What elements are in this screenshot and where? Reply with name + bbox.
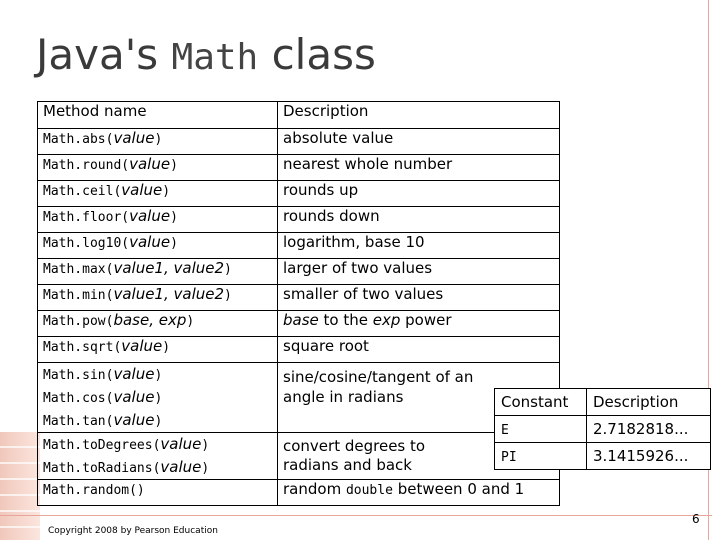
table-row xyxy=(38,311,560,337)
constant-name xyxy=(495,443,587,470)
method-arg: value xyxy=(113,365,155,383)
table-row xyxy=(38,181,560,207)
method-code: Math.max( xyxy=(43,262,114,277)
method-cell xyxy=(38,155,278,181)
description-cell: absolute value xyxy=(278,129,560,155)
method-close: ) xyxy=(186,314,195,329)
desc-end: power xyxy=(400,311,452,329)
method-close: ) xyxy=(201,461,210,476)
description-cell: rounds down xyxy=(278,207,560,233)
method-code: Math.abs( xyxy=(43,132,114,147)
header-description: Description xyxy=(278,102,560,129)
description-cell xyxy=(278,480,560,506)
desc-base: base xyxy=(283,311,319,329)
header-const-description: Description xyxy=(586,389,710,416)
method-code: Math.ceil( xyxy=(43,184,122,199)
method-cell xyxy=(38,337,278,363)
table-row xyxy=(38,207,560,233)
method-cell xyxy=(38,480,278,506)
method-code: Math.floor( xyxy=(43,210,130,225)
method-code: Math.toDegrees( xyxy=(43,438,161,453)
method-line xyxy=(43,386,272,409)
method-arg: base, exp xyxy=(113,311,187,329)
methods-table xyxy=(37,101,560,506)
method-arg: value xyxy=(113,388,155,406)
method-arg: value xyxy=(121,337,163,355)
table-header-row xyxy=(38,102,560,129)
constant-value: 2.7182818... xyxy=(586,416,710,443)
method-close: ) xyxy=(170,210,178,225)
method-arg: value1, value2 xyxy=(113,259,225,277)
table-row xyxy=(38,480,560,506)
constant-code: PI xyxy=(501,450,517,465)
table-row xyxy=(38,233,560,259)
header-constant: Constant xyxy=(495,389,587,416)
desc-mid: to the xyxy=(318,311,373,329)
method-cell xyxy=(38,259,278,285)
method-code: Math.min( xyxy=(43,288,114,303)
method-arg: value xyxy=(129,207,171,225)
method-code: Math.sqrt( xyxy=(43,340,122,355)
method-cell xyxy=(38,433,278,480)
corner-decoration xyxy=(0,432,40,540)
method-code: Math.pow( xyxy=(43,314,114,329)
method-line xyxy=(43,456,272,479)
header-method-name: Method name xyxy=(38,102,278,129)
description-cell: convert degrees to radians and back xyxy=(278,433,560,480)
method-close: ) xyxy=(162,184,171,199)
constant-name xyxy=(495,416,587,443)
description-cell: nearest whole number xyxy=(278,155,560,181)
method-close: ) xyxy=(224,288,232,303)
description-cell: sine/cosine/tangent of an angle in radians xyxy=(278,363,560,433)
method-code: Math.round( xyxy=(43,158,130,173)
method-cell xyxy=(38,311,278,337)
method-close: ) xyxy=(154,391,163,406)
table-row xyxy=(495,416,711,443)
page-number: 6 xyxy=(692,512,700,526)
description-cell xyxy=(278,311,560,337)
table-row xyxy=(38,433,560,480)
bottom-border-line xyxy=(0,515,712,516)
method-cell xyxy=(38,207,278,233)
method-cell xyxy=(38,129,278,155)
method-close: ) xyxy=(162,340,171,355)
table-row xyxy=(38,337,560,363)
method-arg: value xyxy=(129,155,171,173)
method-arg: value xyxy=(113,129,155,147)
method-close: ) xyxy=(224,262,232,277)
method-arg: value xyxy=(160,435,202,453)
method-close: ) xyxy=(154,132,163,147)
method-cell xyxy=(38,181,278,207)
method-code: Math.cos( xyxy=(43,391,114,406)
method-arg: value xyxy=(113,411,155,429)
method-close: ) xyxy=(170,158,178,173)
description-cell: square root xyxy=(278,337,560,363)
method-arg: value xyxy=(160,458,202,476)
method-close: ) xyxy=(201,438,210,453)
description-cell: logarithm, base 10 xyxy=(278,233,560,259)
table-row xyxy=(495,443,711,470)
desc-pre: random xyxy=(283,480,346,498)
description-cell: smaller of two values xyxy=(278,285,560,311)
method-code: Math.sin( xyxy=(43,368,114,383)
constant-value: 3.1415926... xyxy=(586,443,710,470)
desc-post: between 0 and 1 xyxy=(392,480,525,498)
method-code: Math.tan( xyxy=(43,414,114,429)
constants-table xyxy=(494,388,711,470)
method-arg: value xyxy=(121,181,163,199)
constant-code: E xyxy=(501,423,509,438)
method-cell xyxy=(38,233,278,259)
description-cell: rounds up xyxy=(278,181,560,207)
method-cell xyxy=(38,285,278,311)
table-row xyxy=(38,129,560,155)
constants-header-row xyxy=(495,389,711,416)
method-code: Math.log10( xyxy=(43,236,130,251)
method-arg: value1, value2 xyxy=(113,285,225,303)
desc-exp: exp xyxy=(372,311,401,329)
method-close: ) xyxy=(170,236,178,251)
method-close: ) xyxy=(154,368,163,383)
method-arg: value xyxy=(129,233,171,251)
table-row xyxy=(38,285,560,311)
table-row xyxy=(38,155,560,181)
title-text-post: class xyxy=(271,30,376,79)
method-close: ) xyxy=(154,414,163,429)
slide-title xyxy=(36,30,376,79)
method-code: Math.toRadians( xyxy=(43,461,161,476)
description-cell: larger of two values xyxy=(278,259,560,285)
method-line xyxy=(43,363,272,386)
method-line xyxy=(43,433,272,456)
desc-code: double xyxy=(345,483,393,498)
method-line xyxy=(43,409,272,432)
title-text-pre: Java's xyxy=(36,30,159,79)
method-code: Math.random() xyxy=(43,483,145,498)
title-code: Math xyxy=(171,37,259,78)
table-row xyxy=(38,363,560,433)
copyright-text: Copyright 2008 by Pearson Education xyxy=(48,526,218,536)
table-row xyxy=(38,259,560,285)
method-cell xyxy=(38,363,278,433)
